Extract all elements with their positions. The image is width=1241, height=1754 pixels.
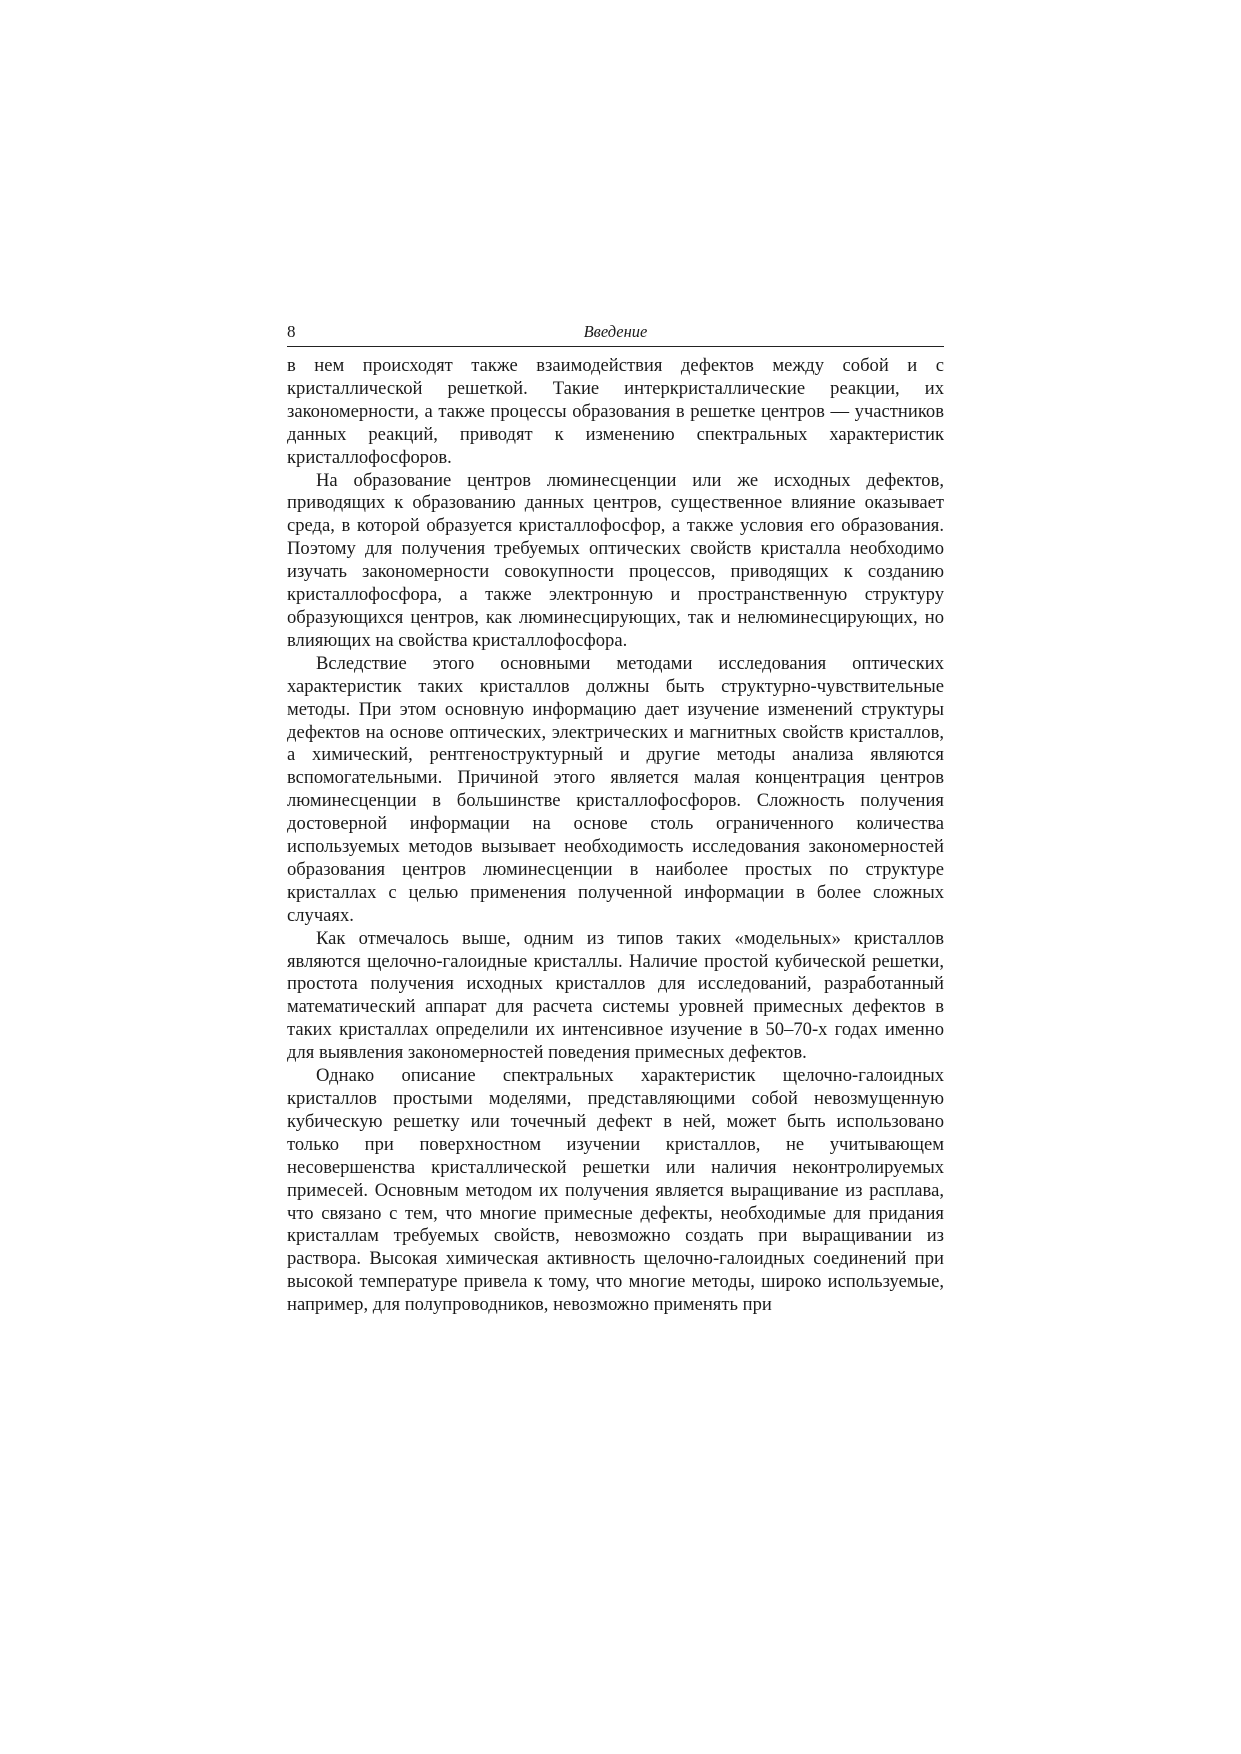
paragraph: Как отмечалось выше, одним из типов таких «модельных» кристаллов являются щелочно-галоидные кристаллы. Наличие простой кубической решетки, простота получения исходных кристаллов для исследований, разработанный математический аппарат для расчета системы уровней примесных дефектов в таких кристаллах определили их интенсивное изучение в 50–70-х годах именно для выявления закономерностей поведения примесных дефектов. [287, 927, 944, 1064]
book-page [287, 322, 944, 1317]
section-title: Введение [583, 322, 648, 341]
paragraph: в нем происходят также взаимодействия дефектов между собой и с кристаллической решеткой. Такие интеркристаллические реакции, их закономерности, а также процессы образования в решетке центров — участников данных реакций, приводят к изменению спектральных характеристик кристаллофосфоров. [287, 355, 944, 468]
running-header [287, 322, 944, 347]
page-number: 8 [287, 322, 296, 341]
paragraph: Вследствие этого основными методами исследования оптических характеристик таких кристаллов должны быть структурно-чувствительные методы. При этом основную информацию дает изучение изменений структуры дефектов на основе оптических, электрических и магнитных свойств кристаллов, а химический, рентгеноструктурный и другие методы анализа являются вспомогательными. Причиной этого является малая концентрация центров люминесценции в большинстве кристаллофосфоров. Сложность получения достоверной информации на основе столь ограниченного количества используемых методов вызывает необходимость исследования закономерностей образования центров люминесценции в наиболее простых по структуре кристаллах с целью применения полученной информации в более сложных случаях. [287, 652, 944, 926]
paragraph: На образование центров люминесценции или же исходных дефектов, приводящих к образованию данных центров, существенное влияние оказывает среда, в которой образуется кристаллофосфор, а также условия его образования. Поэтому для получения требуемых оптических свойств кристалла необходимо изучать закономерности совокупности процессов, приводящих к созданию кристаллофосфора, а также электронную и пространственную структуру образующихся центров, как люминесцирующих, так и нелюминесцирующих, но влияющих на свойства кристаллофосфора. [287, 469, 944, 651]
paragraph: Однако описание спектральных характеристик щелочно-галоидных кристаллов простыми моделями, представляющими собой невозмущенную кубическую решетку или точечный дефект в ней, может быть использовано только при поверхностном изучении кристаллов, не учитывающем несовершенства кристаллической решетки или наличия неконтролируемых примесей. Основным методом их получения является выращивание из расплава, что связано с тем, что многие примесные дефекты, необходимые для придания кристаллам требуемых свойств, невозможно создать при выращивании из раствора. Высокая химическая активность щелочно-галоидных соединений при высокой температуре привела к тому, что многие методы, широко используемые, например, для полупроводников, невозможно применять при [287, 1065, 944, 1316]
body-text [287, 355, 944, 1317]
